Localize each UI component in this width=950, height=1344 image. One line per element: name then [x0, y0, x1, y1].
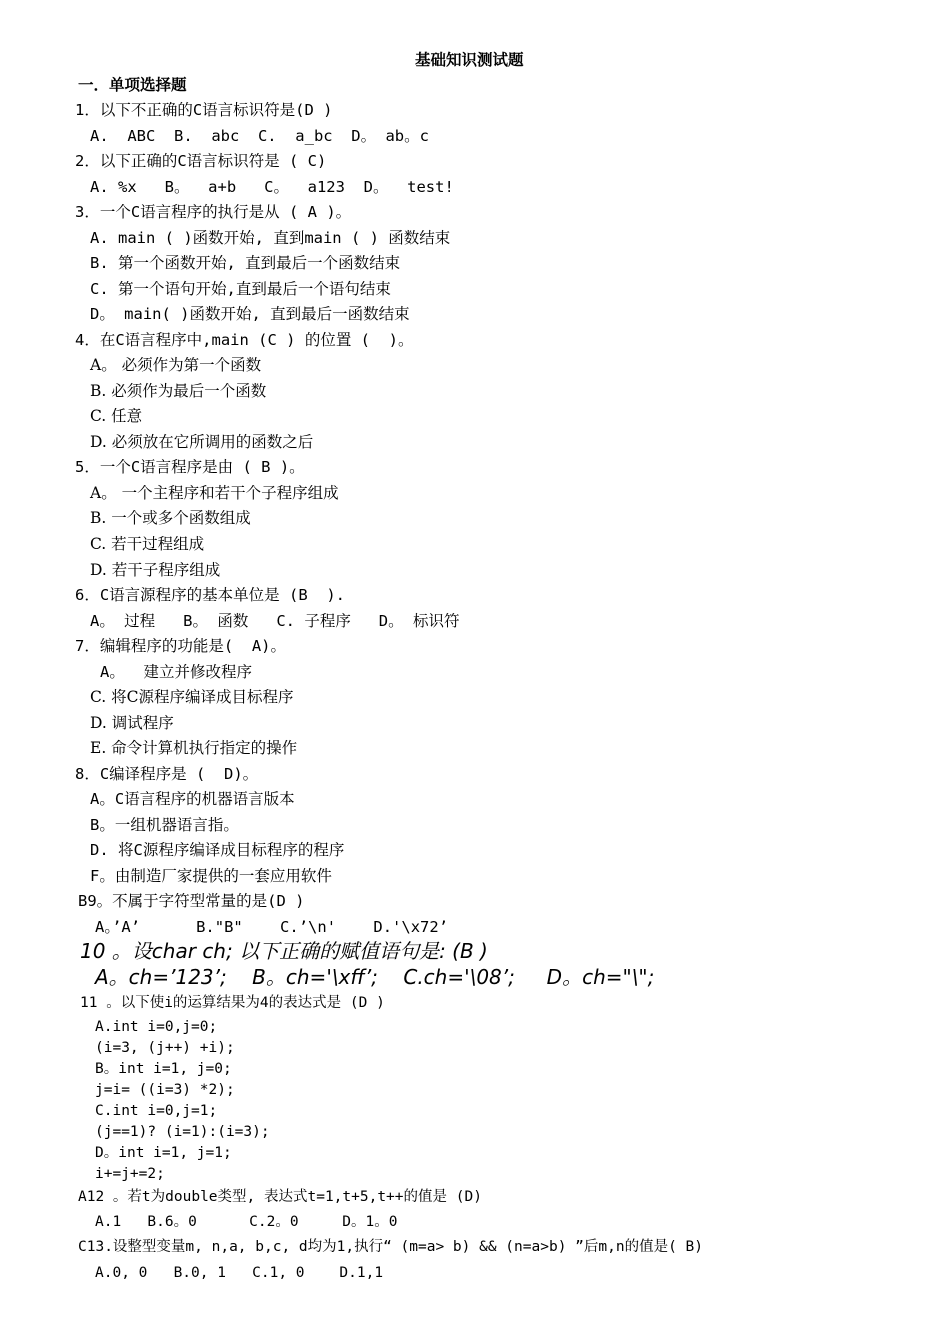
- question-13: C13.设整型变量m, n,a, b,c, d均为1,执行“ (m=a> b) && (n=a>b) ”后m,n的值是( B): [78, 1239, 703, 1255]
- question-5-option: A。 一个主程序和若干个子程序组成: [90, 484, 339, 502]
- question-2: 2．以下正确的C语言标识符是 ( C): [75, 152, 327, 170]
- question-9: B9。不属于字符型常量的是(D ): [78, 892, 305, 910]
- question-12: A12 。若t为double类型, 表达式t=1,t+5,t++的值是 (D): [78, 1189, 482, 1205]
- question-7-option: E. 命令计算机执行指定的操作: [90, 739, 298, 757]
- question-12-options: A.1 B.6。0 C.2。0 D。1。0: [95, 1214, 398, 1230]
- question-11-option: B。int i=1, j=0;: [95, 1061, 232, 1077]
- question-13-options: A.0, 0 B.0, 1 C.1, 0 D.1,1: [95, 1265, 384, 1281]
- page-title: 基础知识测试题: [415, 51, 524, 69]
- question-10-options: A。ch=’123’; B。ch='\xff’; C.ch='\08’; D。ch="\";: [95, 965, 655, 989]
- question-3-option: D。 main( )函数开始, 直到最后一函数结束: [90, 305, 410, 323]
- question-8-option: D. 将C源程序编译成目标程序的程序: [90, 841, 345, 859]
- question-11-option: (j==1)? (i=1):(i=3);: [95, 1124, 270, 1140]
- question-5-option: B. 一个或多个函数组成: [90, 509, 251, 527]
- question-7: 7．编辑程序的功能是( A)。: [75, 637, 286, 655]
- question-4-option: B. 必须作为最后一个函数: [90, 382, 267, 400]
- question-1: 1．以下不正确的C语言标识符是(D ): [75, 101, 333, 119]
- question-6-options: A。 过程 B。 函数 C. 子程序 D。 标识符: [90, 612, 460, 630]
- question-11-option: D。int i=1, j=1;: [95, 1145, 232, 1161]
- question-7-option: D. 调试程序: [90, 714, 174, 732]
- question-4-option: D. 必须放在它所调用的函数之后: [90, 433, 314, 451]
- question-8-option: A。C语言程序的机器语言版本: [90, 790, 295, 808]
- question-11-option: (i=3, (j++) +i);: [95, 1040, 235, 1056]
- question-11-option: C.int i=0,j=1;: [95, 1103, 218, 1119]
- question-10: 10 。设char ch; 以下正确的赋值语句是: (B ): [80, 939, 488, 963]
- question-11-option: i+=j+=2;: [95, 1166, 165, 1182]
- question-3-option: A. main ( )函数开始, 直到main ( ) 函数结束: [90, 229, 451, 247]
- question-1-options: A. ABC B. abc C. a_bc D。 ab。c: [90, 127, 429, 145]
- section-heading: 一．单项选择题: [78, 76, 187, 94]
- question-6: 6．C语言源程序的基本单位是 (B ).: [75, 586, 345, 604]
- question-3-option: C. 第一个语句开始,直到最后一个语句结束: [90, 280, 391, 298]
- question-4-option: A。 必须作为第一个函数: [90, 356, 262, 374]
- question-8: 8．C编译程序是 ( D)。: [75, 765, 259, 783]
- question-5-option: D. 若干子程序组成: [90, 561, 221, 579]
- question-7-option: C. 将C源程序编译成目标程序: [90, 688, 294, 706]
- question-11-option: A.int i=0,j=0;: [95, 1019, 218, 1035]
- question-4-option: C. 任意: [90, 407, 143, 425]
- question-11-option: j=i= ((i=3) *2);: [95, 1082, 235, 1098]
- question-7-option: A。 建立并修改程序: [100, 663, 252, 681]
- question-5: 5．一个C语言程序是由 ( B )。: [75, 458, 305, 476]
- question-4: 4．在C语言程序中,main (C ) 的位置 ( )。: [75, 331, 414, 349]
- question-9-options: A。’A’ B."B" C.’\n' D.'\x72’: [95, 918, 449, 936]
- question-8-option: B。一组机器语言指。: [90, 816, 239, 834]
- question-2-options: A. %x B。 a+b C。 a123 D。 test!: [90, 178, 454, 196]
- question-11: 11 。以下使i的运算结果为4的表达式是 (D ): [80, 995, 385, 1011]
- question-3: 3．一个C语言程序的执行是从 ( A )。: [75, 203, 352, 221]
- question-5-option: C. 若干过程组成: [90, 535, 205, 553]
- question-3-option: B. 第一个函数开始, 直到最后一个函数结束: [90, 254, 401, 272]
- question-8-option: F。由制造厂家提供的一套应用软件: [90, 867, 332, 885]
